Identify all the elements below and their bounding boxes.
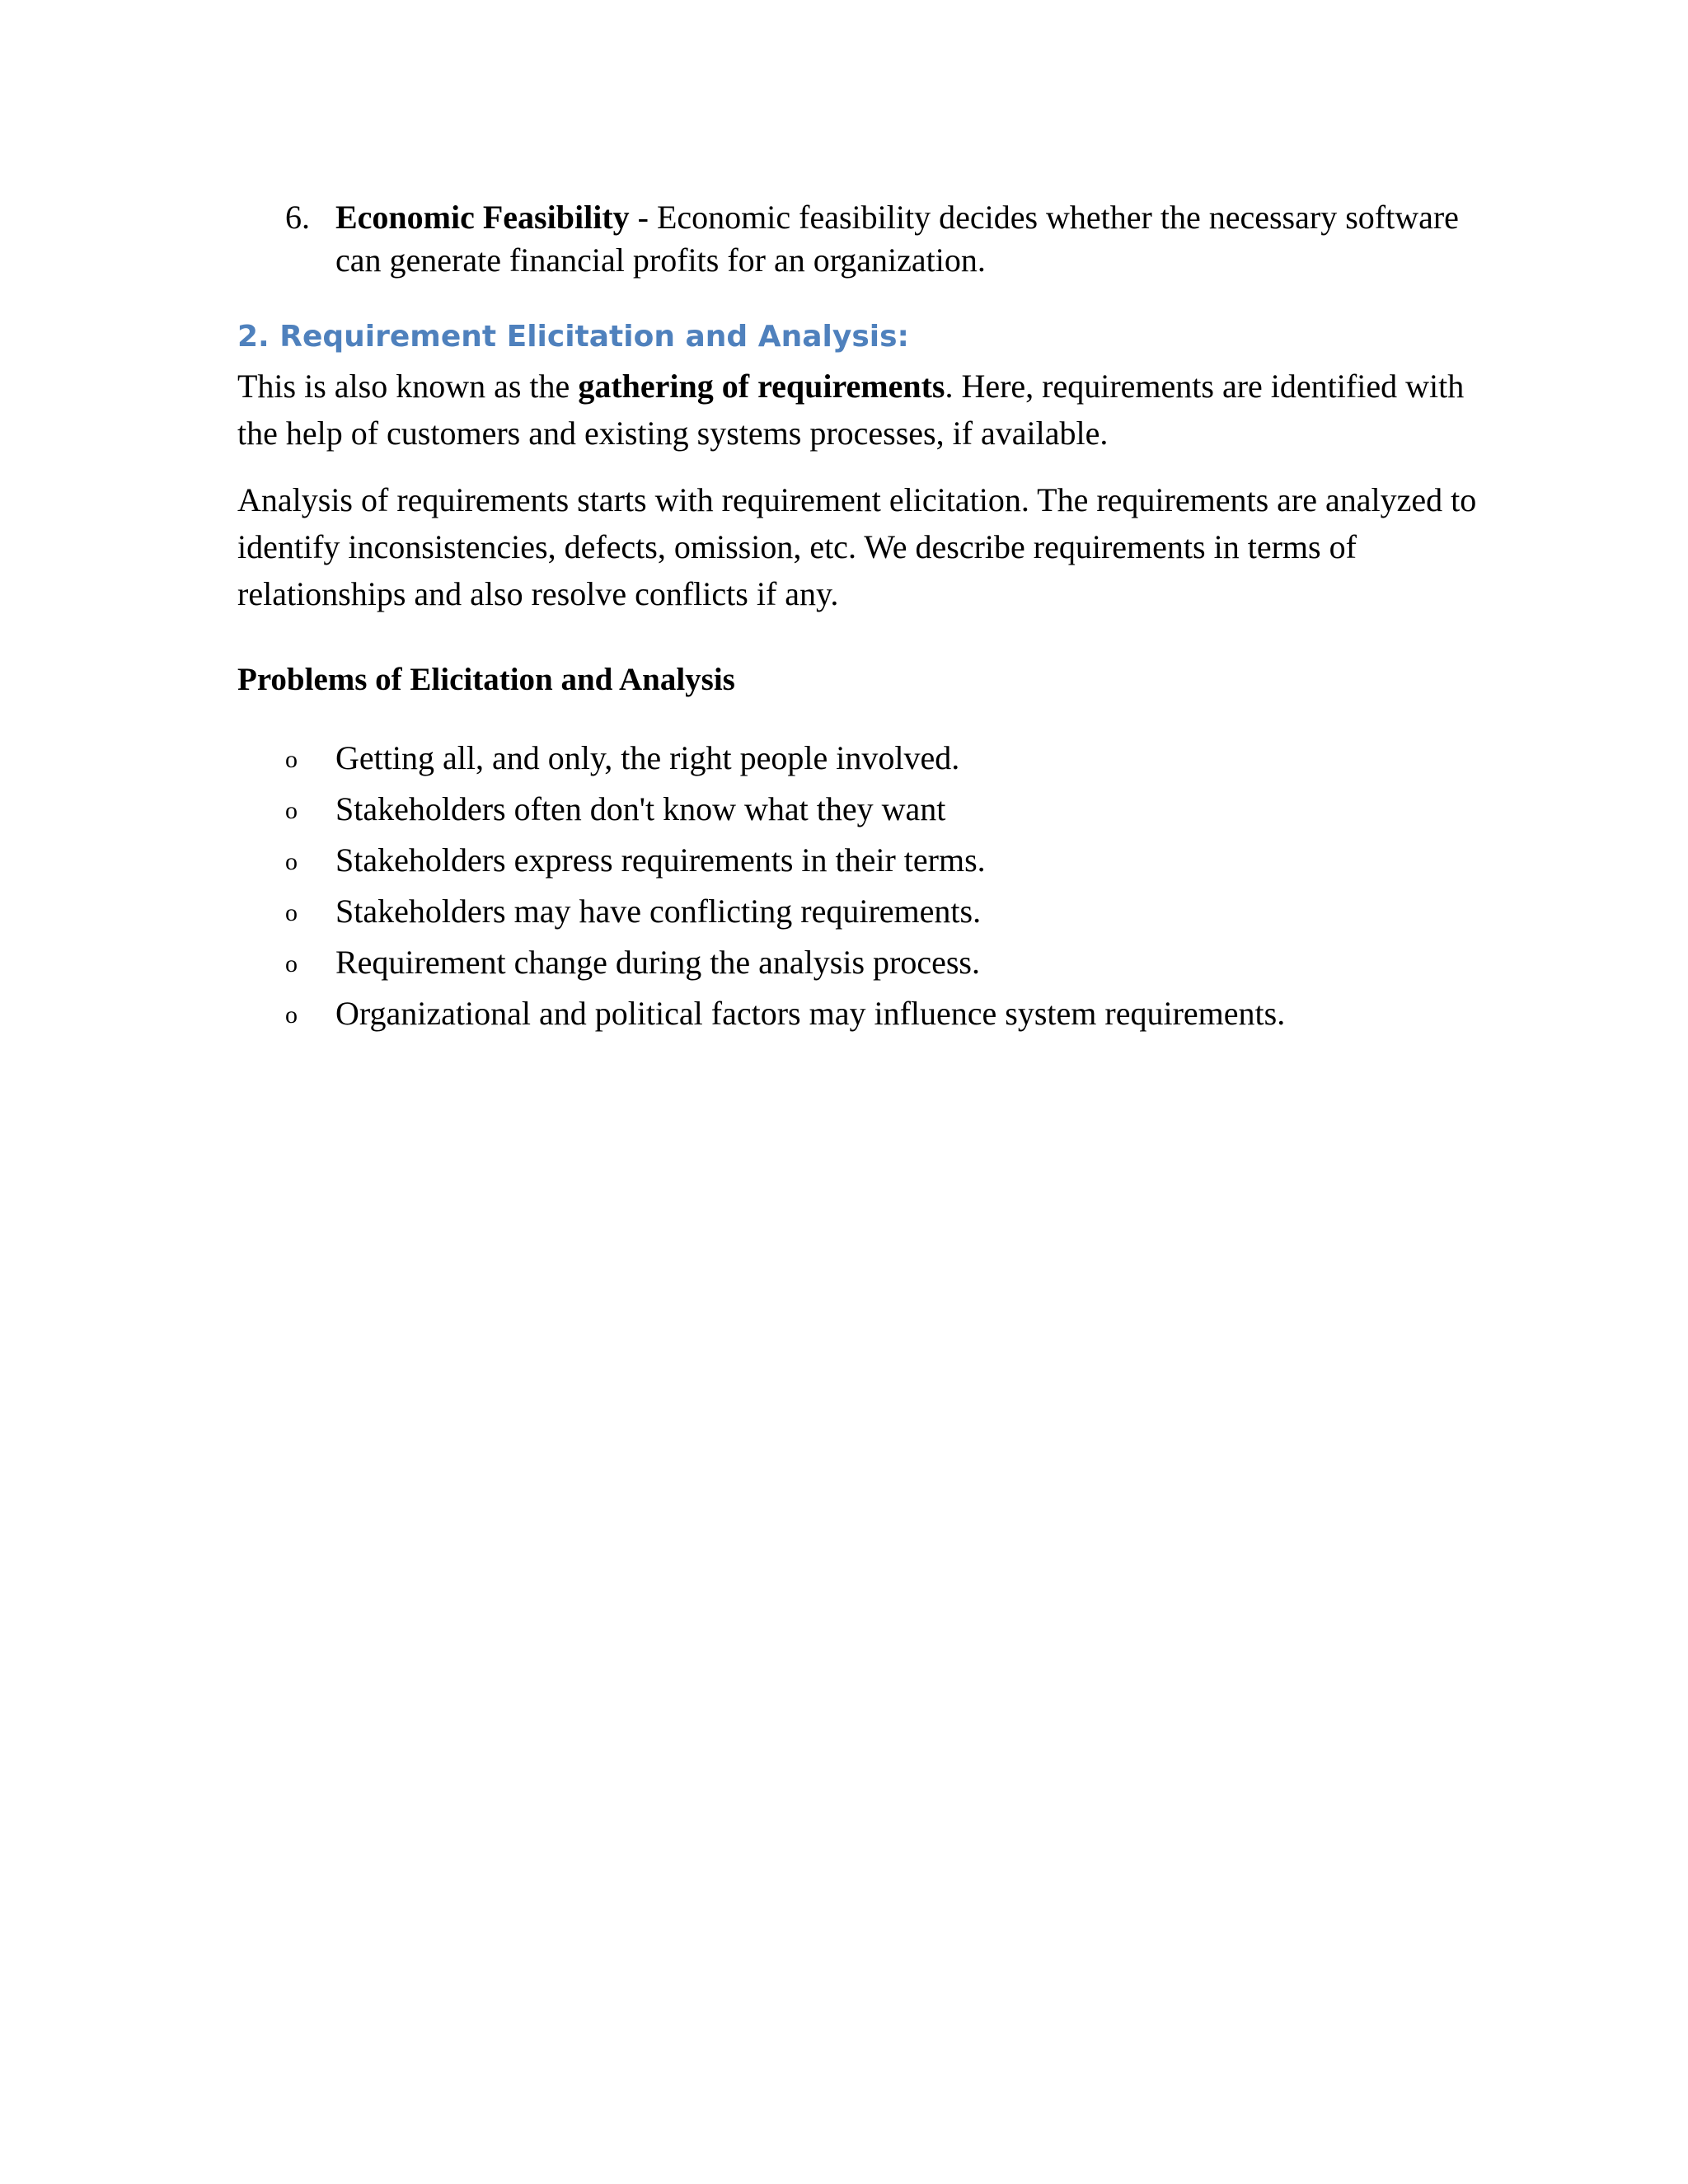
paragraph-bold-term: gathering of requirements — [578, 368, 945, 405]
bullet-icon: o — [285, 746, 298, 773]
paragraph-text-after: . Here, requirements are identified with the help of customers and existing systems processes, if available. — [237, 368, 1465, 452]
list-item-text: Stakeholders express requirements in their terms. — [335, 841, 986, 879]
paragraph-gathering — [237, 363, 1498, 457]
problems-heading: Problems of Elicitation and Analysis — [237, 662, 735, 697]
list-number: 6. — [285, 199, 310, 236]
list-item-text: Stakeholders may have conflicting requirements. — [335, 893, 982, 930]
section-heading: 2. Requirement Elicitation and Analysis: — [237, 320, 909, 354]
bullet-icon: o — [285, 899, 298, 926]
list-item-text: Requirement change during the analysis process. — [335, 944, 980, 981]
bullet-icon: o — [285, 1001, 298, 1029]
list-item-text — [335, 196, 1506, 282]
list-item-text: Getting all, and only, the right people involved. — [335, 739, 960, 776]
paragraph-text-before: This is also known as the — [237, 368, 579, 405]
paragraph-analysis: Analysis of requirements starts with requirement elicitation. The requirements are analyzed to identify inconsistencies, defects, omission, etc. We describe requirements in terms of relationships and also resolve conflicts if any. — [237, 481, 1477, 612]
bullet-icon: o — [285, 797, 298, 824]
list-item-text: Organizational and political factors may influence system requirements. — [335, 995, 1286, 1032]
list-item-description: - Economic feasibility decides whether the necessary software can generate financial profits for an organization. — [335, 199, 1459, 279]
list-item-term: Economic Feasibility — [335, 199, 630, 236]
bullet-icon: o — [285, 950, 298, 977]
list-item-text: Stakeholders often don't know what they want — [335, 790, 946, 827]
bullet-icon: o — [285, 848, 298, 875]
